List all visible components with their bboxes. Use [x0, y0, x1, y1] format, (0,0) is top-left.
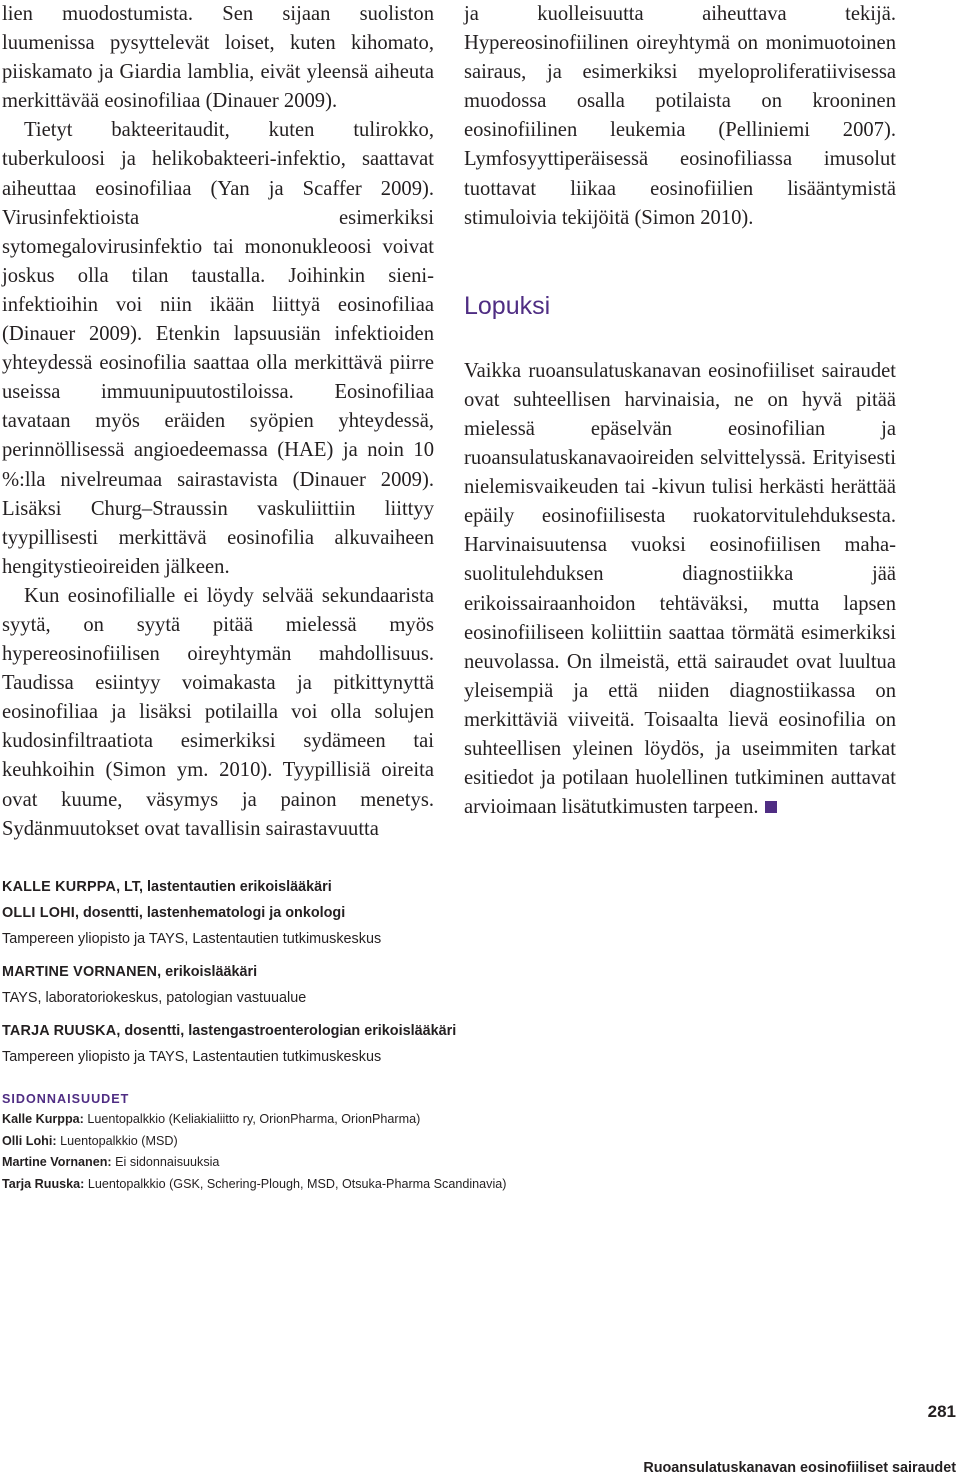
- disclosure-name: Martine Vornanen:: [2, 1155, 112, 1169]
- left-paragraph-2: Tietyt bakteeritaudit, kuten tulirokko, tuberkuloosi ja helikobakteeri-infektio, saattavat aiheuttaa eosinofiliaa (Yan ja Scaffer 2009). Virusinfektioista esimerkiksi sytomegalovirusinfektio tai mononukleoosi voivat joskus olla tilan taustalla. Joihinkin sieni-infektioihin voi niin ikään liittyä eosinofiliaa (Dinauer 2009). Etenkin lapsuusiän infektioiden yhteydessä eosinofilia saattaa olla merkittävä piirre useissa immuunipuutostiloissa. Eosinofiliaa tavataan myös eräiden syöpien yhteydessä, perinnöllisessä angioedeemassa (HAE) ja noin 10 %:lla nivelreumaa sairastavista (Dinauer 2009). Lisäksi Churg–Straussin vaskuliittiin liittyy tyypillisesti merkittävä eosinofilia alkuvaiheen hengitystieoireiden jälkeen.: [2, 119, 434, 578]
- right-paragraph-1: ja kuolleisuutta aiheuttava tekijä. Hypereosinofiilinen oireyhtymä on monimuotoinen sairaus, ja esimerkiksi myeloproliferatiivisessa muodossa osalla potilaista on krooninen eosinofiilinen leukemia (Pelliniemi 2007). Lymfosyyttiperäisessä eosinofiliassa imusolut tuottavat liikaa eosinofiilien lisääntymistä stimuloivia tekijöitä (Simon 2010).: [464, 3, 896, 229]
- author-line: [2, 874, 642, 900]
- running-footer-title: Ruoansulatuskanavan eosinofiiliset sairaudet: [643, 1460, 956, 1476]
- author-affiliation: Tampereen yliopisto ja TAYS, Lastentautien tutkimuskeskus: [2, 931, 382, 947]
- author-title: , dosentti, lastengastroenterologian erikoislääkäri: [116, 1023, 457, 1039]
- author-block-1: [2, 874, 642, 952]
- disclosure-text: Ei sidonnaisuuksia: [111, 1155, 220, 1169]
- disclosure-name: Olli Lohi:: [2, 1133, 57, 1148]
- author-line: [2, 959, 642, 985]
- disclosure-item: [2, 1152, 702, 1174]
- right-paragraph-2-text: Vaikka ruoansulatuskanavan eosinofiiliset sairaudet ovat suhteellisen harvinaisia, ne on hyvä pitää mielessä epäselvän eosinofilian ja ruoansulatuskanavaoireiden selvittelyssä. Erityisesti nielemisvaikeuden tai -kivun tulisi herkästi herättää epäily eosinofiilisesta ruokatorvitulehduksesta. Harvinaisuutensa vuoksi eosinofiilisen maha-suolitulehduksen diagnostiikka jää erikoissairaanhoidon tehtäväksi, mutta lapsen eosinofiiliseen koliittiin saattaa törmätä esimerkiksi neuvolassa. On ilmeistä, että sairaudet ovat luultua yleisempiä ja että niiden diagnostiikassa on merkittäviä viiveitä. Toisaalta lievä eosinofilia on suhteellisen yleinen löydös, ja useimmiten tarkat esitiedot ja potilaan huolellinen tutkiminen auttavat arvioimaan lisätutkimusten tarpeen.: [464, 359, 896, 819]
- author-name: TARJA RUUSKA: [2, 1023, 117, 1039]
- author-line: [2, 900, 642, 926]
- author-title: , dosentti, lastenhematologi ja onkologi: [74, 905, 346, 921]
- disclosure-item: [2, 1109, 702, 1131]
- author-title: , LT, lastentautien erikoislääkäri: [116, 879, 332, 895]
- disclosure-name: Kalle Kurppa:: [2, 1112, 84, 1126]
- author-name: KALLE KURPPA: [2, 879, 117, 895]
- right-paragraph-2: [464, 357, 896, 823]
- author-block-3: [2, 1018, 642, 1070]
- left-column: [2, 0, 434, 844]
- disclosure-text: Luentopalkkio (MSD): [56, 1133, 178, 1148]
- author-block-2: [2, 959, 642, 1011]
- disclosures: [2, 1089, 702, 1195]
- left-paragraph-3: Kun eosinofilialle ei löydy selvää sekundaarista syytä, on syytä pitää mielessä myös hypereosinofiilisen oireyhtymän mahdollisuus. Taudissa esiintyy voimakasta ja pitkittynyttä eosinofiliaa ja lisäksi potilailla voi olla solujen kudosinfiltraatiota esimerkiksi sydämeen tai keuhkoihin (Simon ym. 2010). Tyypillisiä oireita ovat kuume, väsymys ja painon menetys. Sydänmuutokset ovat tavallisin sairastavuutta: [2, 584, 434, 840]
- disclosure-item: [2, 1174, 702, 1196]
- author-affiliation: Tampereen yliopisto ja TAYS, Lastentautien tutkimuskeskus: [2, 1049, 382, 1065]
- author-title: , erikoislääkäri: [157, 964, 258, 980]
- disclosure-name: Tarja Ruuska:: [2, 1176, 85, 1191]
- section-heading-lopuksi: Lopuksi: [464, 291, 551, 320]
- author-affiliation: TAYS, laboratoriokeskus, patologian vastuualue: [2, 990, 307, 1006]
- author-name: MARTINE VORNANEN: [2, 964, 158, 980]
- author-line: [2, 1018, 642, 1044]
- disclosure-text: Luentopalkkio (Keliakialiitto ry, OrionPharma, OrionPharma): [83, 1112, 421, 1126]
- author-list: [2, 874, 642, 1077]
- end-mark-icon: [765, 801, 777, 813]
- disclosure-text: Luentopalkkio (GSK, Schering-Plough, MSD, Otsuka-Pharma Scandinavia): [84, 1176, 507, 1191]
- page-number: 281: [927, 1402, 956, 1421]
- disclosures-heading: SIDONNAISUUDET: [2, 1092, 130, 1106]
- right-column: [464, 0, 896, 822]
- author-name: OLLI LOHI: [2, 905, 75, 921]
- left-paragraph-1: lien muodostumista. Sen sijaan suoliston luumenissa pysyttelevät loiset, kuten kihomato, piiskamato ja Giardia lamblia, eivät yleensä aiheuta merkittävää eosinofiliaa (Dinauer 2009).: [2, 3, 434, 113]
- disclosure-item: [2, 1131, 702, 1153]
